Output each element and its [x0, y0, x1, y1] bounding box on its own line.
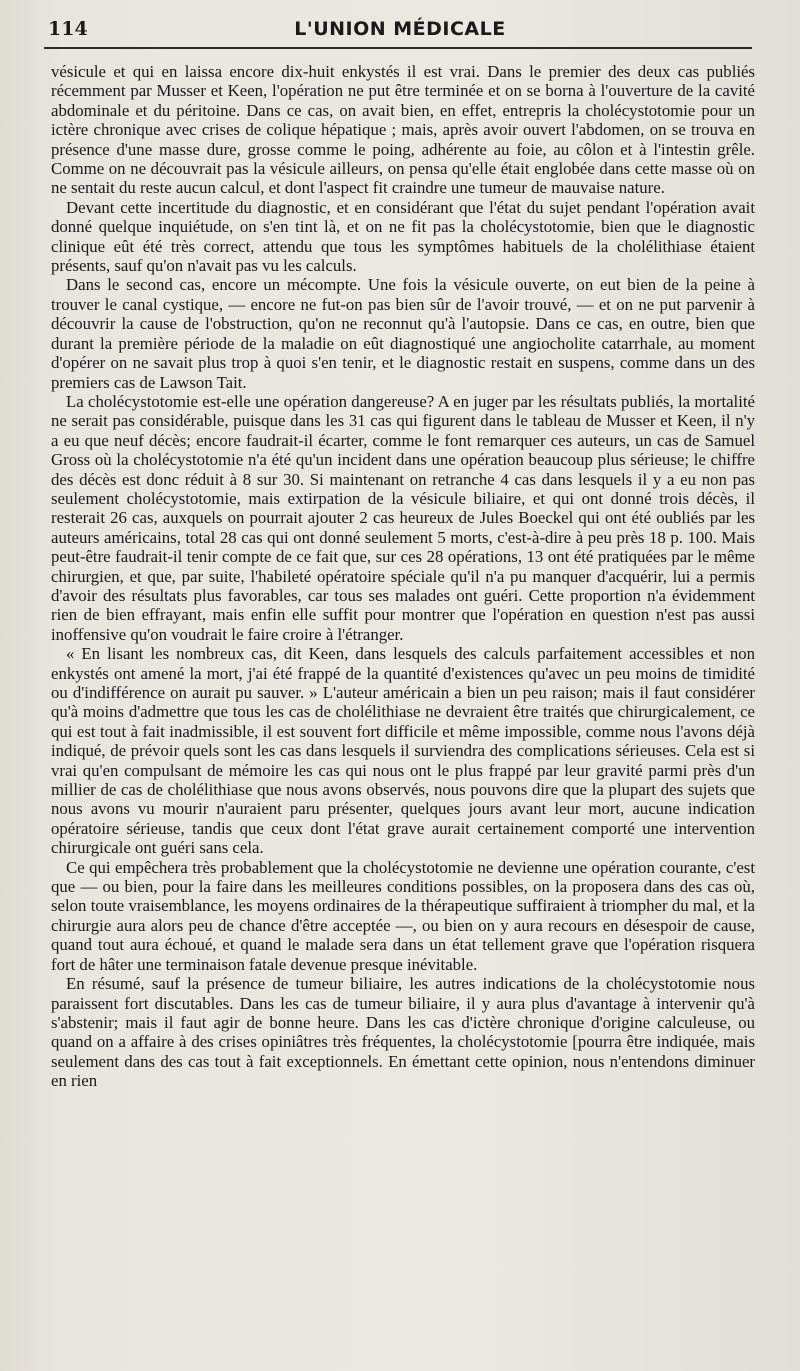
paragraph: « En lisant les nombreux cas, dit Keen, dans lesquels des calculs parfaitement accessibles et non enkystés ont amené la mort, j'ai été frappé de la quantité d'existences qu'avec un peu moins de timidité ou d'indifférence on aurait pu sauver. » L'auteur américain a bien un peu raison; mais il faut considérer qu'à moins d'admettre que tous les cas de cholélithiase ne devraient être traités que chirurgicalement, ce qui est tout à fait inadmissible, il est souvent fort difficile et même impossible, comme nous l'avons déjà indiqué, de prévoir quels sont les cas dans lesquels il surviendra des complications sérieuses. Cela est si vrai qu'en compulsant de mémoire les cas qui nous ont le plus frappé par leur gravité parmi près d'un millier de cas de cholélithiase que nous avons observés, nous pouvons dire que la plupart des sujets que nous avons vu mourir n'auraient paru présenter, quelques jours avant leur mort, aucune indication opératoire sérieuse, tandis que ceux dont l'état grave aurait certainement comporté une intervention chirurgicale ont guéri sans cela. — [51, 644, 755, 858]
paragraph: En résumé, sauf la présence de tumeur biliaire, les autres indications de la cholécystotomie nous paraissent fort discutables. Dans les cas de tumeur biliaire, il y aura plus d'avantage à intervenir qu'à s'abstenir; mais il faut agir de bonne heure. Dans les cas d'ictère chronique d'origine calculeuse, ou quand on a affaire à des crises opiniâtres très fréquentes, la cholécystotomie [pourra être indiquée, mais seulement dans des cas tout à fait exceptionnels. En émettant cette opinion, nous n'entendons diminuer en rien — [51, 974, 755, 1091]
header-rule — [44, 47, 752, 49]
page-number: 114 — [48, 18, 88, 40]
running-title: L'UNION MÉDICALE — [294, 18, 506, 40]
paragraph: Ce qui empêchera très probablement que la cholécystotomie ne devienne une opération courante, c'est que — ou bien, pour la faire dans les meilleures conditions possibles, on la proposera dans des cas où, selon toute vraisemblance, les moyens ordinaires de la thérapeutique suffiraient à triompher du mal, et la chirurgie aura alors peu de chance d'être acceptée —, ou bien on y aura recours en désespoir de cause, quand tout aura échoué, et quand le malade sera dans un état tellement grave que l'opération risquera fort de hâter une terminaison fatale devenue presque inévitable. — [51, 857, 755, 974]
page-header — [48, 14, 752, 44]
paragraph: Devant cette incertitude du diagnostic, et en considérant que l'état du sujet pendant l'opération avait donné quelque inquiétude, on s'en tint là, et on ne fit pas la cholécystotomie, bien que le diagnostic clinique eût été très correct, attendu que tous les symptômes habituels de la cholélithiase étaient présents, sauf qu'on n'avait pas vu les calculs. — [51, 197, 755, 276]
body-text — [51, 62, 755, 1091]
paragraph: Dans le second cas, encore un mécompte. Une fois la vésicule ouverte, on eut bien de la peine à trouver le canal cystique, — encore ne fut-on pas bien sûr de l'avoir trouvé, — et on ne put parvenir à découvrir la cause de l'obstruction, qu'on ne reconnut qu'à l'autopsie. Dans ce cas, en outre, bien que durant la première période de la maladie on eût diagnostiqué une angiocholite catarrhale, au moment d'opérer on ne savait plus trop à quoi s'en tenir, et le diagnostic restait en suspens, comme dans un des premiers cas de Lawson Tait. — [51, 275, 755, 392]
paragraph: La cholécystotomie est-elle une opération dangereuse? A en juger par les résultats publiés, la mortalité ne serait pas considérable, puisque dans les 31 cas qui figurent dans le tableau de Musser et Keen, il n'y a eu que neuf décès; encore faudrait-il écarter, comme le font remarquer ces auteurs, un cas de Samuel Gross où la cholécystotomie n'a été qu'un incident dans une opération beaucoup plus sérieuse; le chiffre des décès est donc réduit à 8 sur 30. Si maintenant on retranche 4 cas dans lesquels il y a eu non pas seulement cholécystotomie, mais extirpation de la vésicule biliaire, et qui ont donné trois décès, il resterait 26 cas, auxquels on pourrait ajouter 2 cas heureux de Jules Boeckel qui ont été oubliés par les auteurs américains, total 28 cas qui ont donné seulement 5 morts, c'est-à-dire à peu près 18 p. 100. Mais peut-être faudrait-il tenir compte de ce fait que, sur ces 28 opérations, 13 ont été pratiquées par le même chirurgien, et que, par suite, l'habileté opératoire spéciale qu'il n'a pu manquer d'acquérir, lui a permis d'avoir des résultats plus favorables, car tous ses malades ont guéri. Cette proportion n'a évidemment rien de bien effrayant, mais enfin elle suffit pour montrer que l'opération en question n'est pas aussi inoffensive qu'on voudrait le faire croire à l'étranger. — [51, 391, 755, 644]
paragraph: vésicule et qui en laissa encore dix-huit enkystés il est vrai. Dans le premier des deux cas publiés récemment par Musser et Keen, l'opération ne put être terminée et on se borna à l'ouverture de la cavité abdominale et du péritoine. Dans ce cas, on avait bien, en effet, entrepris la cholécystotomie pour un ictère chronique avec crises de colique hépatique ; mais, après avoir ouvert l'abdomen, on se trouva en présence d'une masse dure, grosse comme le poing, adhérente au foie, au côlon et à l'intestin grêle. Comme on ne découvrait pas la vésicule ailleurs, on pensa qu'elle était englobée dans cette masse où on ne sentait du reste aucun calcul, et dont l'aspect fit craindre une tumeur de mauvaise nature. — [51, 62, 755, 198]
